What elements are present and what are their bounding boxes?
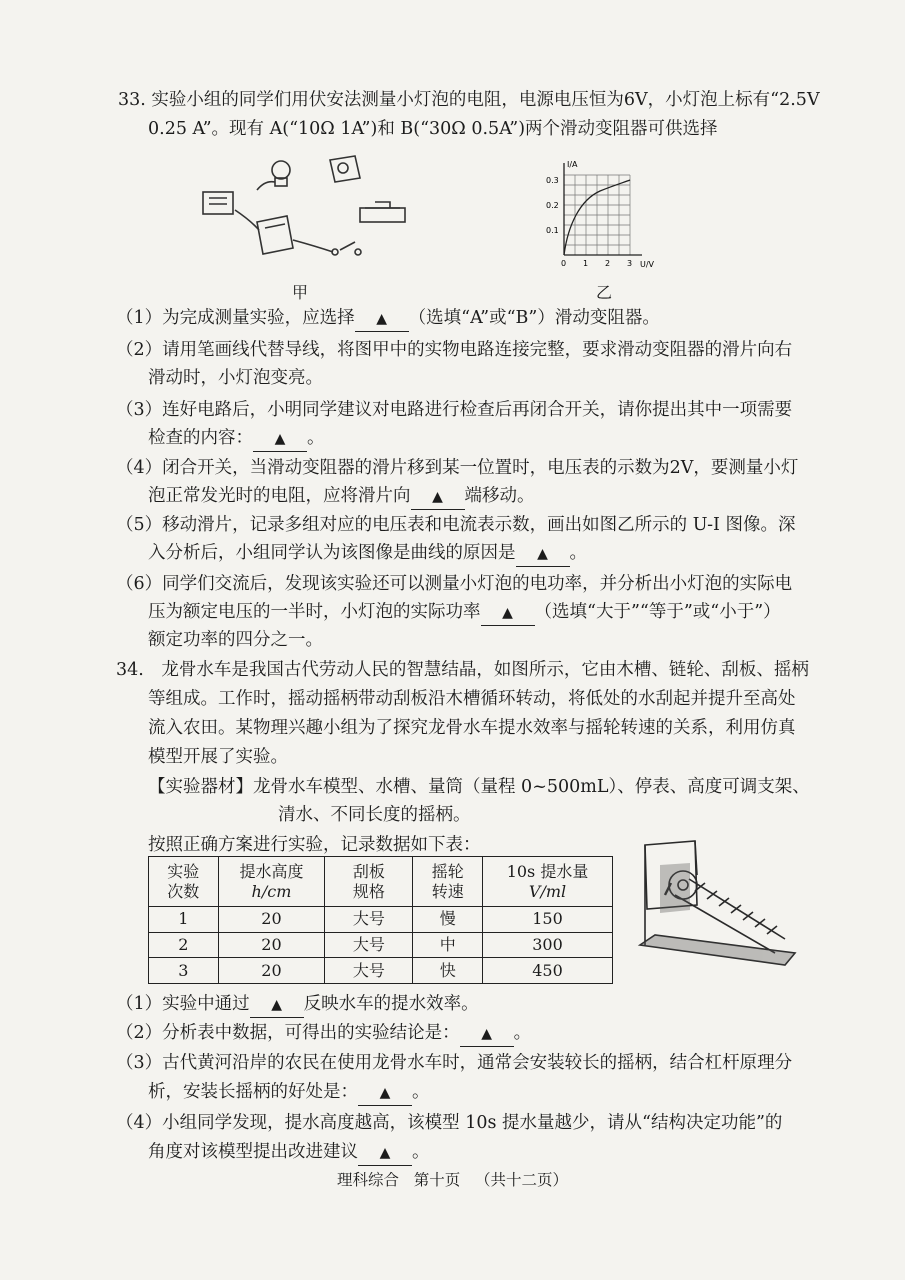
table-cell: 1 — [149, 907, 219, 933]
table-cell: 20 — [218, 907, 325, 933]
table-header: 刮板 规格 — [325, 857, 413, 907]
q33-part3-line2: 检查的内容： ▲ 。 — [148, 426, 325, 452]
q34-part4-line1: （4）小组同学发现，提水高度越高，该模型 10s 提水量越少，请从“结构决定功能”的 — [116, 1113, 783, 1133]
q34-part4-line2: 角度对该模型提出改进建议 ▲ 。 — [148, 1140, 430, 1166]
q33-part2-line1: （2）请用笔画线代替导线，将图甲中的实物电路连接完整，要求滑动变阻器的滑片向右 — [116, 340, 793, 360]
answer-blank: ▲ — [358, 1140, 412, 1166]
answer-blank: ▲ — [355, 306, 409, 332]
fig-jia-label: 甲 — [292, 283, 309, 302]
q34-intro-line1: 34. 龙骨水车是我国古代劳动人民的智慧结晶，如图所示，它由木槽、链轮、刮板、摇柄 — [116, 660, 809, 680]
q33-part5-line2: 入分析后，小组同学认为该图像是曲线的原因是 ▲ 。 — [148, 541, 587, 567]
ui-graph-yi — [530, 155, 670, 273]
y-axis-label: I/A — [567, 160, 578, 169]
table-header-row — [149, 857, 613, 907]
q33-part6-line1: （6）同学们交流后，发现该实验还可以测量小灯泡的电功率，并分析出小灯泡的实际电 — [116, 574, 793, 594]
answer-blank: ▲ — [253, 426, 307, 452]
table-cell: 150 — [483, 907, 613, 933]
page-footer — [0, 1168, 905, 1190]
q34-equipment-line1: 【实验器材】龙骨水车模型、水槽、量筒（量程 0~500mL）、停表、高度可调支架、 — [148, 777, 810, 797]
table-cell: 2 — [149, 932, 219, 958]
table-row — [149, 907, 613, 933]
table-cell: 3 — [149, 958, 219, 984]
answer-blank: ▲ — [460, 1021, 514, 1047]
data-table — [148, 856, 613, 984]
x-tick: 1 — [583, 259, 589, 268]
y-tick: 0.2 — [546, 201, 559, 210]
table-header: 摇轮 转速 — [413, 857, 483, 907]
waterwheel-figure — [635, 835, 805, 975]
table-cell: 大号 — [325, 958, 413, 984]
fig-yi-label: 乙 — [596, 283, 613, 302]
battery-icon — [203, 192, 233, 214]
answer-blank: ▲ — [358, 1080, 412, 1106]
table-row — [149, 958, 613, 984]
q33-part4-line1: （4）闭合开关，当滑动变阻器的滑片移到某一位置时，电压表的示数为2V，要测量小灯 — [116, 458, 799, 478]
q34-part3-line1: （3）古代黄河沿岸的农民在使用龙骨水车时，通常会安装较长的摇柄，结合杠杆原理分 — [116, 1053, 793, 1073]
voltmeter-icon — [257, 216, 293, 254]
x-tick: 2 — [605, 259, 611, 268]
q34-part1: （1）实验中通过 ▲ 反映水车的提水效率。 — [116, 992, 479, 1018]
y-tick: 0.1 — [546, 226, 559, 235]
ammeter-icon — [330, 156, 360, 182]
answer-blank: ▲ — [481, 600, 535, 626]
table-cell: 300 — [483, 932, 613, 958]
q34-part3-line2: 析，安装长摇柄的好处是： ▲ 。 — [148, 1080, 430, 1106]
footer-page: 第十页 — [413, 1171, 461, 1189]
switch-icon — [340, 242, 355, 250]
x-tick: 0 — [561, 259, 567, 268]
table-cell: 大号 — [325, 932, 413, 958]
table-header: 提水高度 h/cm — [218, 857, 325, 907]
table-header: 实验 次数 — [149, 857, 219, 907]
rheostat-icon — [360, 208, 405, 222]
circuit-figure-jia — [195, 150, 425, 280]
answer-blank: ▲ — [411, 484, 465, 510]
table-cell: 20 — [218, 958, 325, 984]
table-cell: 450 — [483, 958, 613, 984]
table-cell: 中 — [413, 932, 483, 958]
q34-part2: （2）分析表中数据，可得出的实验结论是： ▲ 。 — [116, 1021, 531, 1047]
table-cell: 快 — [413, 958, 483, 984]
q33-part1: （1）为完成测量实验，应选择 ▲ （选填“A”或“B”）滑动变阻器。 — [116, 306, 660, 332]
footer-total: （共十二页） — [475, 1171, 569, 1189]
q34-table-intro: 按照正确方案进行实验，记录数据如下表： — [148, 835, 481, 855]
q33-part6-line3: 额定功率的四分之一。 — [148, 630, 323, 650]
q34-intro-line3: 流入农田。某物理兴趣小组为了探究龙骨水车提水效率与摇轮转速的关系，利用仿真 — [148, 718, 796, 738]
q34-intro-line2: 等组成。工作时，摇动摇柄带动刮板沿木槽循环转动，将低处的水刮起并提升至高处 — [148, 689, 796, 709]
x-tick: 3 — [627, 259, 633, 268]
x-axis-label: U/V — [640, 260, 655, 269]
q33-part5-line1: （5）移动滑片，记录多组对应的电压表和电流表示数，画出如图乙所示的 U-I 图像。深 — [116, 515, 796, 535]
q34-intro-line4: 模型开展了实验。 — [148, 747, 288, 767]
footer-subject: 理科综合 — [336, 1171, 399, 1189]
q33-part2-line2: 滑动时，小灯泡变亮。 — [148, 368, 323, 388]
table-cell: 20 — [218, 932, 325, 958]
q33-intro-line2: 0.25 A”。现有 A(“10Ω 1A”)和 B(“30Ω 0.5A”)两个滑动变阻器可供选择 — [148, 119, 718, 139]
table-cell: 大号 — [325, 907, 413, 933]
q33-part6-line2: 压为额定电压的一半时，小灯泡的实际功率 ▲ （选填“大于”“等于”或“小于”） — [148, 600, 781, 626]
q33-part3-line1: （3）连好电路后，小明同学建议对电路进行检查后再闭合开关，请你提出其中一项需要 — [116, 400, 793, 420]
answer-blank: ▲ — [250, 992, 304, 1018]
table-cell: 慢 — [413, 907, 483, 933]
bulb-icon — [272, 161, 290, 179]
q33-intro-line1: 33. 实验小组的同学们用伏安法测量小灯泡的电阻，电源电压恒为6V，小灯泡上标有“2.5V — [118, 90, 820, 110]
answer-blank: ▲ — [516, 541, 570, 567]
table-header: 10s 提水量 V/ml — [483, 857, 613, 907]
q34-equipment-line2: 清水、不同长度的摇柄。 — [278, 805, 471, 825]
q33-part4-line2: 泡正常发光时的电阻，应将滑片向 ▲ 端移动。 — [148, 484, 535, 510]
y-tick: 0.3 — [546, 176, 559, 185]
table-row — [149, 932, 613, 958]
